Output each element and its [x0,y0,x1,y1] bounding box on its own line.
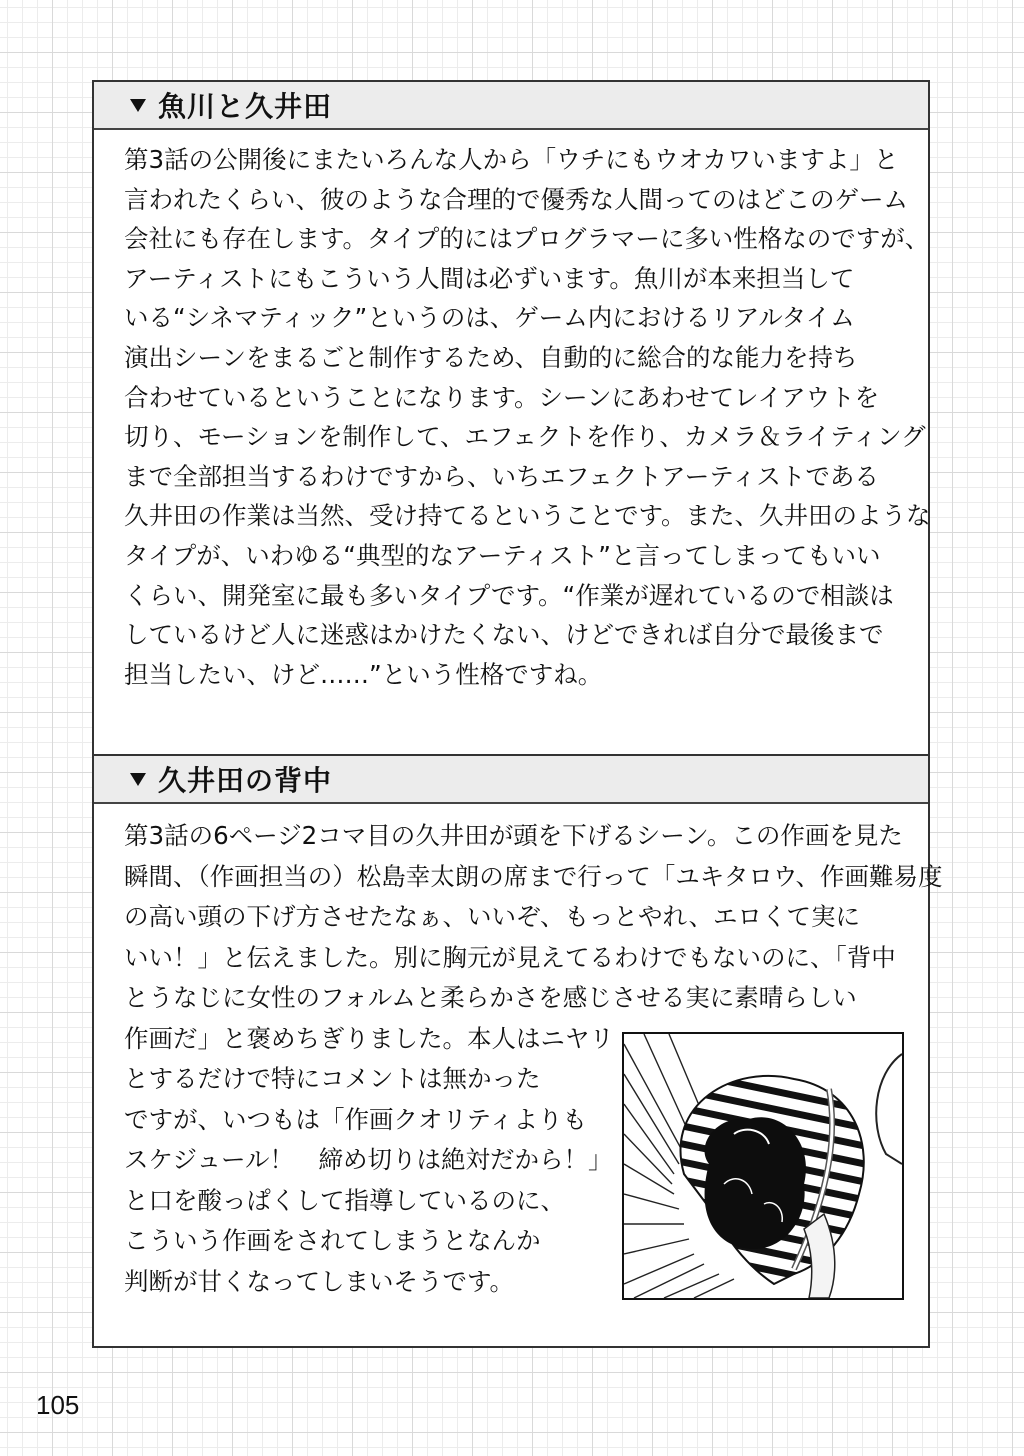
text-line: の高い頭の下げ方させたなぁ、いいぞ、もっとやれ、エロくて実に [124,902,860,931]
text-line: 第3話の公開後にまたいろんな人から「ウチにもウオカワいますよ」と [124,145,899,174]
text-line: とうなじに女性のフォルムと柔らかさを感じさせる実に素晴らしい [124,983,857,1012]
section-title: 魚川と久井田 [158,90,333,123]
section-kuida-back [92,754,943,1348]
manga-panel-illustration [622,1032,904,1300]
section-header [94,82,928,130]
text-line: いる“シネマティック”というのは、ゲーム内におけるリアルタイム [124,303,855,333]
section-title: 久井田の背中 [158,764,333,797]
text-line: 久井田の作業は当然、受け持てるということです。また、久井田のような [124,501,931,531]
page-number: 105 [36,1390,80,1420]
text-line: アーティストにもこういう人間は必ずいます。魚川が本来担当して [124,263,855,293]
section-header [94,756,928,804]
text-line: 作画だ」と褒めちぎりました。本人はニヤリ [124,1023,614,1053]
triangle-down-icon [130,99,146,112]
text-line: 合わせているということになります。シーンにあわせてレイアウトを [124,382,880,412]
triangle-down-icon [130,773,146,786]
text-line: とするだけで特にコメントは無かった [124,1064,541,1093]
text-line: と口を酸っぱくして指導しているのに、 [124,1185,565,1215]
text-line: 担当したい、けど……”という性格ですね。 [124,659,603,689]
text-line: 切り、モーションを制作して、エフェクトを作り、カメラ＆ライティング [124,422,926,452]
text-line: くらい、開発室に最も多いタイプです。“作業が遅れているので相談は [124,580,894,610]
text-line: 会社にも存在します。タイプ的にはプログラマーに多い性格なのですが、 [124,224,930,254]
text-line: スケジュール！ 締め切りは絶対だから！」 [124,1145,613,1174]
text-line: まで全部担当するわけですから、いちエフェクトアーティストである [124,461,879,491]
text-line: 瞬間、（作画担当の）松島幸太朗の席まで行って「ユキタロウ、作画難易度 [124,861,943,891]
text-line: いい！」と伝えました。別に胸元が見えてるわけでもないのに、「背中 [124,942,896,972]
text-line: 判断が甘くなってしまいそうです。 [124,1266,515,1296]
text-line: 第3話の6ページ2コマ目の久井田が頭を下げるシーン。この作画を見た [124,821,903,850]
text-line: タイプが、いわゆる“典型的なアーティスト”と言ってしまってもいい [124,540,881,570]
text-line: 演出シーンをまるごと制作するため、自動的に総合的な能力を持ち [124,342,858,372]
text-line: こういう作画をされてしまうとなんか [124,1226,541,1255]
text-line: 言われたくらい、彼のような合理的で優秀な人間ってのはどこのゲーム [124,184,908,214]
text-line: しているけど人に迷惑はかけたくない、けどできれば自分で最後まで [124,620,884,650]
section-body [124,140,931,694]
section-uokawa-kuida [92,80,930,756]
text-line: ですが、いつもは「作画クオリティよりも [124,1104,588,1134]
bowing-character-drawing [624,1034,902,1298]
